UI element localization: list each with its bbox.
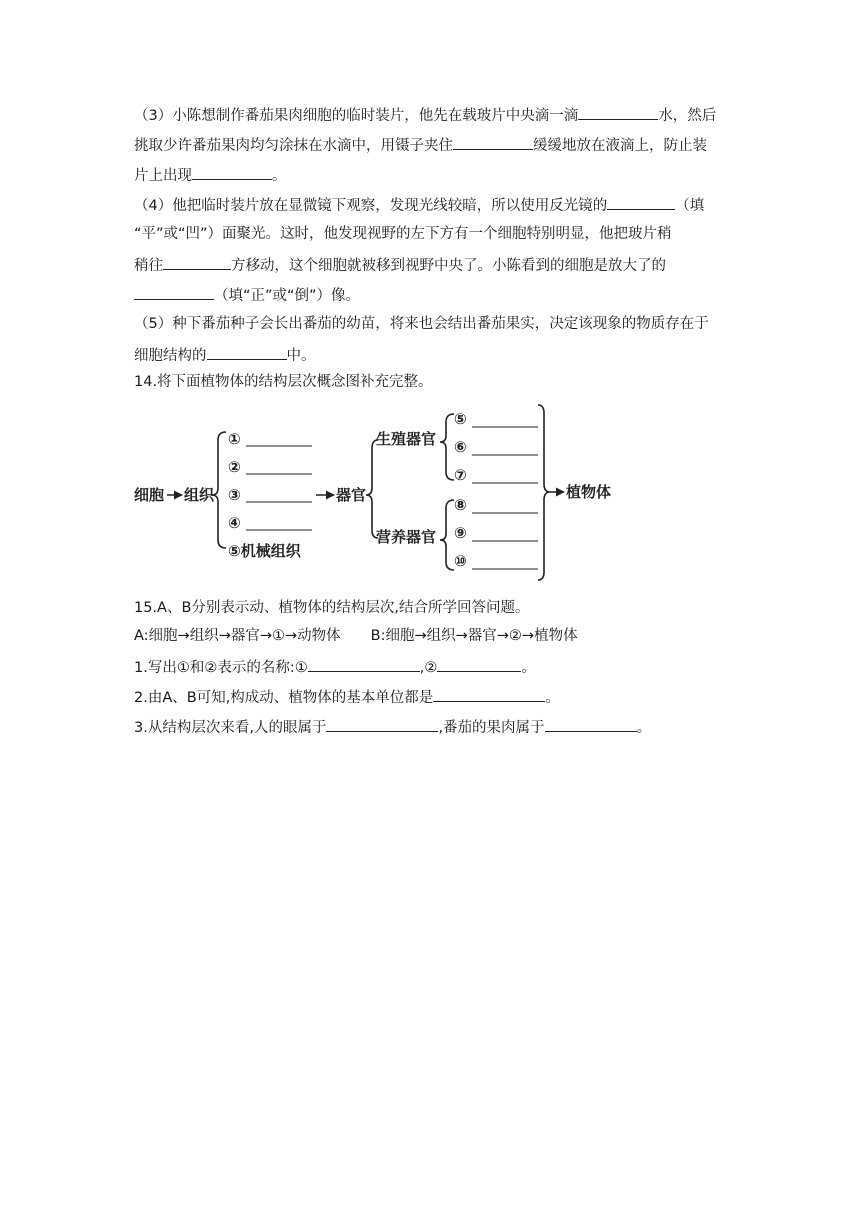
veg-item-9: ⑨	[454, 524, 467, 542]
brace	[212, 432, 226, 548]
answer-blank[interactable]	[453, 134, 533, 150]
q15-sub2-text: 。	[545, 690, 560, 706]
tissue-item-1: ①	[228, 430, 241, 448]
repro-item-6: ⑥	[454, 438, 467, 456]
q15-chains	[134, 626, 578, 646]
brace	[440, 500, 454, 570]
answer-blank[interactable]	[437, 656, 521, 672]
tissue-item-4: ④	[228, 514, 241, 532]
answer-blank[interactable]	[192, 164, 272, 180]
q13-p5-text: 细胞结构的	[134, 348, 207, 364]
repro-item-7: ⑦	[454, 466, 467, 484]
q13-p3-line2	[134, 134, 707, 156]
q13-p3-text: 。	[272, 168, 287, 184]
organ-label: 器官	[336, 486, 367, 504]
q13-p4-line3	[134, 254, 666, 276]
tissue-item-2: ②	[228, 458, 241, 476]
closing-brace	[538, 405, 550, 580]
q13-p4-line4	[134, 284, 360, 306]
q13-p4-text: 稍往	[134, 258, 163, 274]
q13-p5-line1	[134, 314, 709, 334]
q13-p3-text: 挑取少许番茄果肉均匀涂抹在水滴中，用镊子夹住	[134, 138, 453, 154]
q13-p4-text: （填“正”或“倒”）像。	[214, 288, 361, 304]
q13-p3-line3	[134, 164, 287, 186]
veg-item-10: ⑩	[454, 552, 467, 570]
q15-sub1-text: 1.写出①和②表示的名称:①	[134, 660, 308, 676]
q15-sub3	[134, 716, 651, 738]
answer-blank[interactable]	[308, 656, 420, 672]
q13-p5-line2	[134, 344, 316, 366]
answer-blank[interactable]	[433, 686, 545, 702]
chain-b: B:细胞→组织→器官→②→植物体	[370, 628, 578, 644]
q15-sub3-text: 3.从结构层次来看,人的眼属于	[134, 720, 327, 736]
q15-sub2	[134, 686, 560, 708]
q15-sub2-text: 2.由A、B可知,构成动、植物体的基本单位都是	[134, 690, 434, 706]
q15-sub1-text: ,②	[419, 660, 438, 676]
q15-title: 15.A、B分别表示动、植物体的结构层次,结合所学回答问题。	[134, 600, 530, 616]
q13-p4-text: （4）他把临时装片放在显微镜下观察，发现光线较暗，所以使用反光镜的	[134, 198, 608, 214]
chain-a: A:细胞→组织→器官→①→动物体	[134, 628, 341, 644]
tissue-item-5: ⑤机械组织	[228, 542, 301, 560]
q13-p4-text: 方移动，这个细胞就被移到视野中央了。小陈看到的细胞是放大了的	[231, 258, 666, 274]
q15-sub1-text: 。	[521, 660, 536, 676]
brace	[440, 414, 454, 480]
q13-p4-text: （填	[675, 198, 705, 214]
q13-p3-text: 水，然后	[658, 108, 717, 124]
plant-label: 植物体	[566, 483, 612, 501]
q15-sub3-text: ,番茄的果肉属于	[438, 720, 545, 736]
q13-p4-text: “平”或“凹”）面聚光。这时，他发现视野的左下方有一个细胞特别明显，他把玻片稍	[134, 226, 672, 242]
answer-blank[interactable]	[545, 716, 637, 732]
repro-item-5: ⑤	[454, 410, 467, 428]
answer-blank[interactable]	[207, 344, 287, 360]
tissue-label: 组织	[184, 486, 215, 504]
plant-structure-diagram	[134, 400, 654, 585]
repro-label: 生殖器官	[376, 430, 437, 448]
answer-blank[interactable]	[163, 254, 231, 270]
veg-item-8: ⑧	[454, 496, 467, 514]
answer-blank[interactable]	[578, 104, 658, 120]
q15-sub3-text: 。	[636, 720, 652, 736]
answer-blank[interactable]	[326, 716, 438, 732]
brace	[366, 440, 378, 538]
q13-p3-line1	[134, 104, 716, 126]
answer-blank[interactable]	[607, 194, 675, 210]
q14-title: 14.将下面植物体的结构层次概念图补充完整。	[134, 374, 433, 390]
q13-p4-line1	[134, 194, 704, 216]
q13-p3-text: 片上出现	[134, 168, 192, 184]
q13-p3-text: （3）小陈想制作番茄果肉细胞的临时装片，他先在载玻片中央滴一滴	[134, 108, 579, 124]
q13-p4-line2	[134, 224, 672, 244]
q13-p5-text: （5）种下番茄种子会长出番茄的幼苗，将来也会结出番茄果实，决定该现象的物质存在于	[134, 316, 709, 332]
q13-p3-text: 缓缓地放在液滴上，防止装	[533, 138, 707, 154]
q13-p5-text: 中。	[286, 348, 316, 364]
q15-sub1	[134, 656, 536, 678]
answer-blank[interactable]	[134, 284, 214, 300]
cell-label: 细胞	[134, 486, 165, 504]
veg-label: 营养器官	[376, 528, 437, 546]
tissue-item-3: ③	[228, 486, 241, 504]
